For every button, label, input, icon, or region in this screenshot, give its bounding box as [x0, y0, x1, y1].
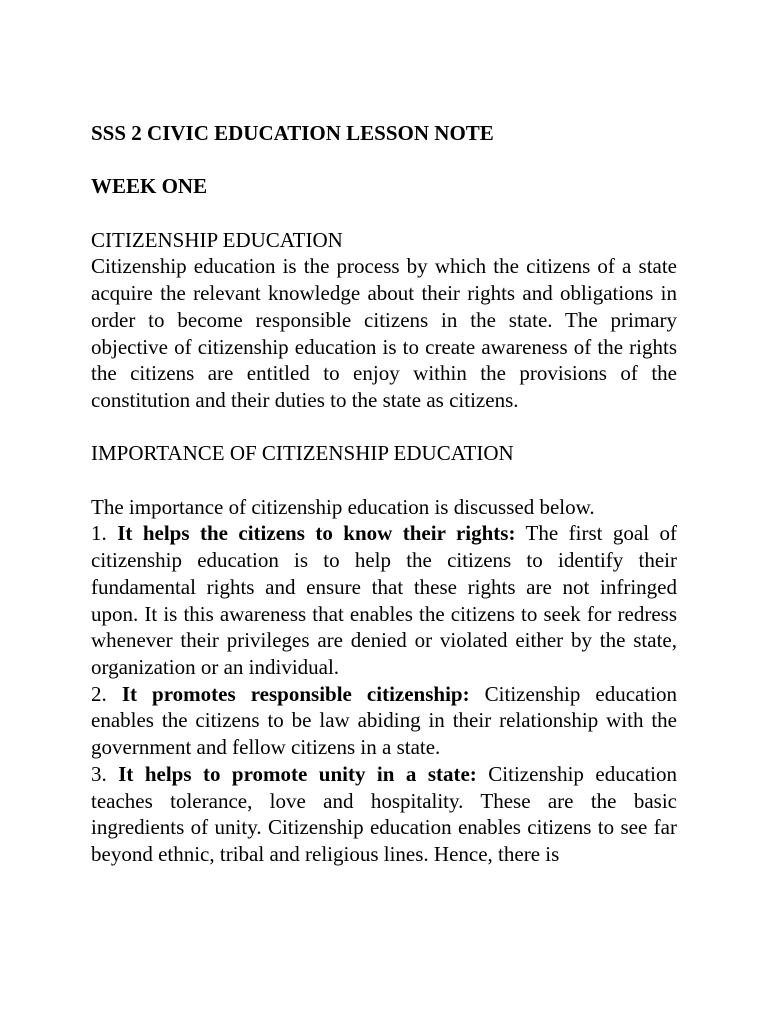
importance-intro: The importance of citizenship education is discussed below. — [91, 494, 595, 519]
spacer — [91, 200, 677, 227]
citizenship-education-paragraph: Citizenship education is the process by which the citizens of a state acquire the relevant knowledge about their rights and obligations in order to become responsible citizens in the state. The primary objective of citizenship education is to create awareness of the rights the citizens are entitled to enjoy within the provisions of the constitution and their duties to the state as citizens. — [91, 254, 677, 412]
list-item-number: 1. — [91, 521, 107, 546]
document-title: SSS 2 CIVIC EDUCATION LESSON NOTE — [91, 121, 494, 145]
list-item — [91, 761, 677, 868]
list-item-text: Citizenship education teaches tolerance, love and hospitality. These are the basic ingredients of unity. Citizenship education enables citizens to see far beyond ethnic, tribal and religious lines. Hence, there is — [91, 761, 678, 866]
spacer — [91, 147, 677, 174]
list-item-text: Citizenship education enables the citizens to be law abiding in their relationship with the government and fellow citizens in a state. — [91, 681, 678, 760]
list-item-lead: It helps to promote unity in a state: — [118, 761, 477, 786]
list-item-text: The first goal of citizenship education is to help the citizens to identify their fundamental rights and ensure that these rights are not infringed upon. It is this awareness that enables the citizens to seek for redress whenever their privileges are denied or violated either by the state, organization or an individual. — [91, 521, 678, 679]
week-heading: WEEK ONE — [91, 174, 208, 199]
list-item — [91, 520, 677, 680]
section-heading-citizenship-education: CITIZENSHIP EDUCATION — [91, 227, 343, 252]
list-item-lead: It helps the citizens to know their rights: — [117, 521, 516, 546]
list-item-number: 2. — [91, 681, 107, 706]
spacer — [91, 467, 677, 494]
list-item-number: 3. — [91, 761, 107, 786]
list-item — [91, 681, 677, 761]
spacer — [91, 414, 677, 441]
list-item-lead: It promotes responsible citizenship: — [121, 681, 470, 706]
section-heading-importance: IMPORTANCE OF CITIZENSHIP EDUCATION — [91, 441, 514, 466]
document-page — [91, 120, 677, 868]
